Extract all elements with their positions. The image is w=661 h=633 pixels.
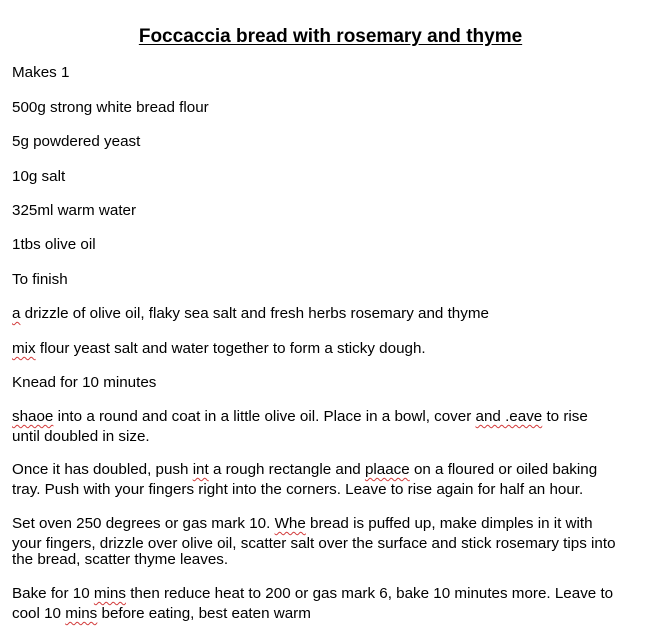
spell-error-word: mins xyxy=(65,605,98,622)
ingredient-olive-oil: 1tbs olive oil xyxy=(12,236,96,253)
step-rectangle-text-end: on a floured or oiled baking xyxy=(409,461,598,478)
spell-error-word: and .eave xyxy=(475,408,543,425)
step-rectangle-line-1 xyxy=(12,460,657,480)
spell-error-word: Whe xyxy=(274,515,306,532)
step-shape-text-end: to rise xyxy=(542,408,588,425)
step-rectangle-text: Once it has doubled, push xyxy=(12,461,193,478)
step-oven-text: Set oven 250 degrees or gas mark 10. xyxy=(12,515,275,532)
step-oven-line-1 xyxy=(12,514,657,534)
spell-error-word: shaoe xyxy=(12,408,54,425)
step-knead: Knead for 10 minutes xyxy=(12,374,157,391)
step-mix-text: flour yeast salt and water together to form a sticky dough. xyxy=(35,340,426,357)
to-finish-heading: To finish xyxy=(12,271,68,288)
ingredient-salt: 10g salt xyxy=(12,168,66,185)
makes-line: Makes 1 xyxy=(12,64,70,81)
finish-line xyxy=(12,304,657,324)
step-rectangle-text-mid: a rough rectangle and xyxy=(208,461,365,478)
step-shape-line-1 xyxy=(12,407,657,427)
step-bake-line-2 xyxy=(12,604,657,624)
step-bake-text-end: then reduce heat to 200 or gas mark 6, bake 10 minutes more. Leave to xyxy=(125,585,614,602)
ingredient-yeast: 5g powdered yeast xyxy=(12,133,141,150)
step-shape-line-2: until doubled in size. xyxy=(12,428,150,445)
step-bake-text-2: cool 10 xyxy=(12,605,66,622)
finish-text: drizzle of olive oil, flaky sea salt and fresh herbs rosemary and thyme xyxy=(20,305,489,322)
step-bake-line-1 xyxy=(12,584,657,604)
spell-error-word: mins xyxy=(93,585,126,602)
step-oven-line-2: your fingers, drizzle over olive oil, scatter salt over the surface and stick rosemary tips into xyxy=(12,535,616,552)
spell-error-word: int xyxy=(192,461,209,478)
step-oven-line-3: the bread, scatter thyme leaves. xyxy=(12,551,229,568)
ingredient-water: 325ml warm water xyxy=(12,202,137,219)
step-bake-text: Bake for 10 xyxy=(12,585,94,602)
ingredient-flour: 500g strong white bread flour xyxy=(12,99,209,116)
step-shape-text: into a round and coat in a little olive oil. Place in a bowl, cover xyxy=(53,408,476,425)
step-mix xyxy=(12,339,657,359)
step-oven-text-end: bread is puffed up, make dimples in it with xyxy=(305,515,593,532)
step-bake-text-2-end: before eating, best eaten warm xyxy=(97,605,311,622)
recipe-title-text: Foccaccia bread with rosemary and thyme xyxy=(138,26,523,47)
spell-error-word: mix xyxy=(12,340,36,357)
spell-error-word: a xyxy=(12,305,21,322)
spell-error-word: plaace xyxy=(364,461,410,478)
step-rectangle-line-2: tray. Push with your fingers right into the corners. Leave to rise again for half an hour. xyxy=(12,481,584,498)
recipe-title xyxy=(0,25,661,49)
